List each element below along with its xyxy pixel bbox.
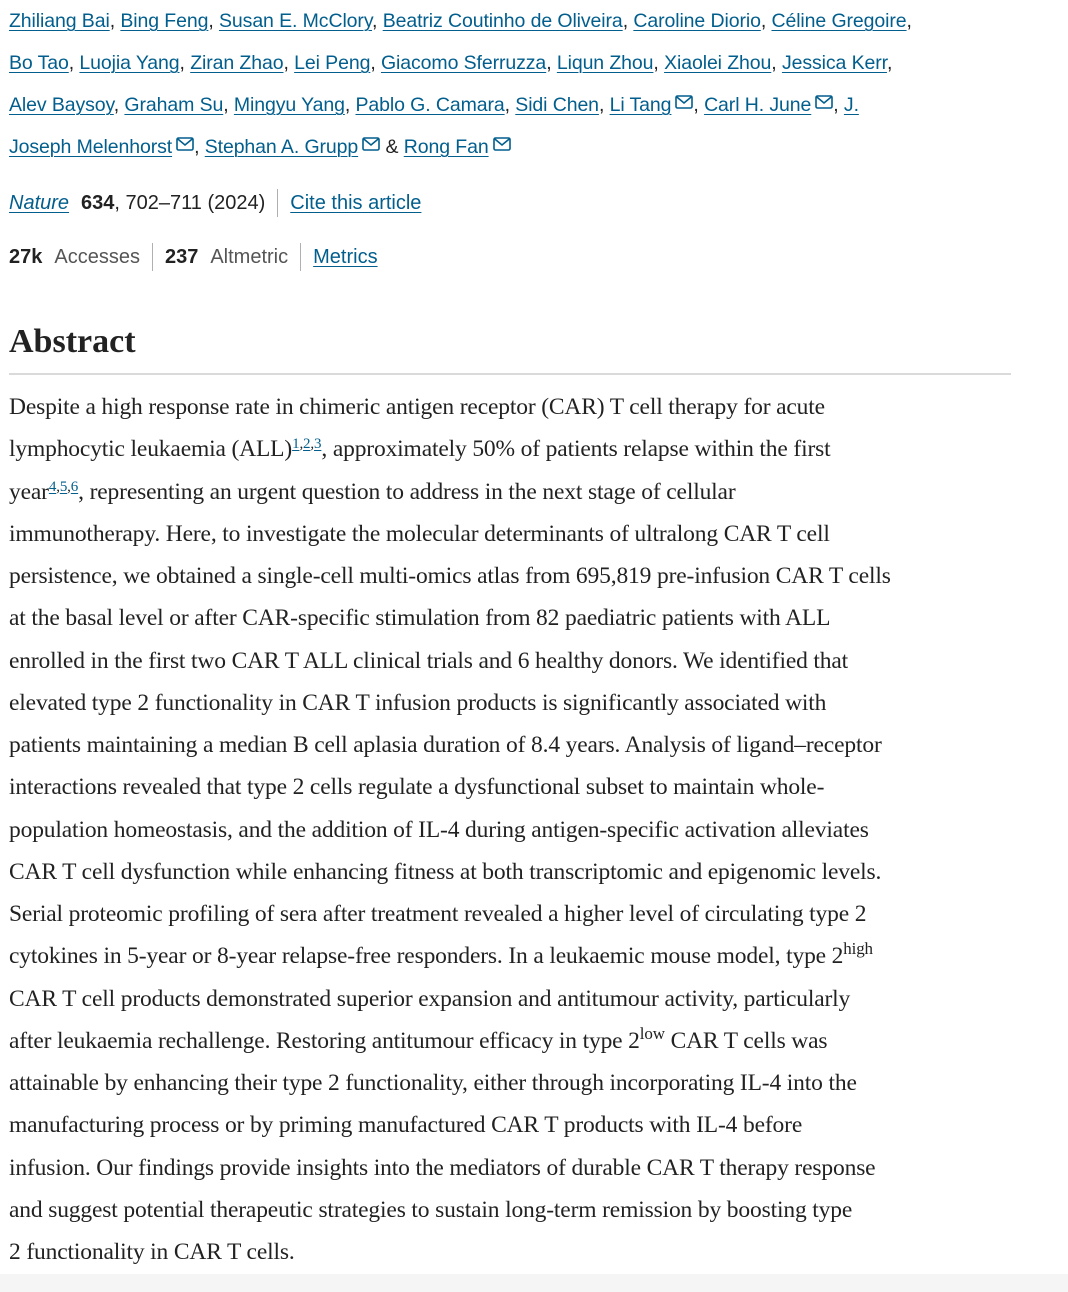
abstract-line: enrolled in the first two CAR T ALL clinical trials and 6 healthy donors. We identified that bbox=[9, 647, 849, 674]
abstract-line: immunotherapy. Here, to investigate the molecular determinants of ultralong CAR T cell bbox=[9, 520, 830, 547]
author-link[interactable]: Liqun Zhou bbox=[556, 52, 654, 74]
reference-link[interactable]: 5 bbox=[59, 478, 68, 495]
author-link[interactable]: Xiaolei Zhou bbox=[664, 52, 772, 74]
accesses-label: Accesses bbox=[54, 245, 140, 268]
reference-link[interactable]: 1 bbox=[292, 436, 300, 453]
accesses-count: 27k bbox=[9, 245, 43, 268]
author-link[interactable]: Beatriz Coutinho de Oliveira bbox=[382, 10, 623, 32]
author-link[interactable]: Lei Peng bbox=[294, 52, 371, 74]
author-link[interactable]: Mingyu Yang bbox=[233, 94, 345, 116]
author-line: Bo Tao, Luojia Yang, Ziran Zhao, Lei Peng, Giacomo Sferruzza, Liqun Zhou, Xiaolei Zhou, Jessica Kerr, bbox=[9, 52, 893, 74]
author-link[interactable]: Giacomo Sferruzza bbox=[380, 52, 547, 74]
cite-article-link[interactable]: Cite this article bbox=[290, 191, 422, 214]
author-link[interactable]: Zhiliang Bai bbox=[9, 10, 110, 32]
author-link[interactable]: Céline Gregoire bbox=[771, 10, 907, 32]
abstract-line: attainable by enhancing their type 2 functionality, either through incorporating IL-4 into the bbox=[9, 1070, 857, 1096]
abstract-line: persistence, we obtained a single-cell multi-omics atlas from 695,819 pre-infusion CAR T cells bbox=[9, 563, 891, 589]
author-link[interactable]: Bo Tao bbox=[9, 52, 69, 74]
reference-link[interactable]: 3 bbox=[314, 436, 322, 453]
abstract-line: manufacturing process or by priming manufactured CAR T products with IL-4 before bbox=[9, 1112, 803, 1139]
abstract-line: CAR T cell products demonstrated superior expansion and antitumour activity, particularly bbox=[9, 985, 851, 1012]
reference-group: 1,2,3 bbox=[292, 436, 322, 453]
author-link[interactable]: Jessica Kerr bbox=[781, 52, 887, 74]
author-link[interactable]: Pablo G. Camara bbox=[355, 94, 505, 116]
author-link[interactable]: Carl H. June bbox=[704, 94, 812, 116]
abstract-line: patients maintaining a median B cell aplasia duration of 8.4 years. Analysis of ligand–receptor bbox=[9, 732, 882, 758]
author-link[interactable]: Ziran Zhao bbox=[190, 52, 284, 74]
citation-row bbox=[9, 187, 421, 219]
abstract-line: infusion. Our findings provide insights into the mediators of durable CAR T therapy response bbox=[9, 1154, 876, 1181]
abstract-line: elevated type 2 functionality in CAR T infusion products is significantly associated with bbox=[9, 689, 827, 716]
author-link[interactable]: Stephan A. Grupp bbox=[204, 136, 359, 158]
abstract-line: Serial proteomic profiling of sera after treatment revealed a higher level of circulating type 2 bbox=[9, 901, 867, 927]
author-link[interactable]: Bing Feng bbox=[120, 10, 209, 32]
article-header bbox=[9, 0, 1011, 1265]
author-link[interactable]: Luojia Yang bbox=[79, 52, 180, 74]
metrics-row bbox=[9, 241, 378, 273]
author-line: Joseph Melenhorst , Stephan A. Grupp & Rong Fan bbox=[9, 126, 1011, 168]
divider bbox=[152, 243, 153, 271]
section-divider bbox=[9, 373, 1011, 375]
author-link[interactable]: J. bbox=[843, 94, 859, 116]
abstract-line: after leukaemia rechallenge. Restoring antitumour efficacy in type $2^{low}$ CAR T cells was bbox=[9, 1023, 828, 1054]
abstract-line: at the basal level or after CAR-specific stimulation from 82 paediatric patients with ALL bbox=[9, 605, 831, 632]
abstract-heading: Abstract bbox=[9, 323, 136, 360]
author-link[interactable]: Sidi Chen bbox=[515, 94, 599, 116]
reference-link[interactable]: 4 bbox=[48, 478, 57, 495]
author-link[interactable]: Caroline Diorio bbox=[633, 10, 761, 32]
author-link[interactable]: Li Tang bbox=[609, 94, 672, 116]
divider bbox=[300, 243, 301, 271]
mail-icon[interactable] bbox=[815, 95, 833, 109]
author-link[interactable]: Joseph Melenhorst bbox=[9, 136, 173, 158]
journal-link[interactable]: Nature bbox=[9, 191, 70, 214]
mail-icon[interactable] bbox=[176, 137, 194, 151]
superscript: low bbox=[639, 1023, 665, 1043]
abstract-line: 2 functionality in CAR T cells. bbox=[9, 1239, 295, 1265]
metrics-link[interactable]: Metrics bbox=[313, 245, 378, 268]
abstract-line: Despite a high response rate in chimeric antigen receptor (CAR) T cell therapy for acute bbox=[9, 394, 825, 420]
superscript: high bbox=[843, 939, 873, 959]
abstract-line: lymphocytic leukaemia (ALL)$^{1,2,3}$, approximately 50% of patients relapse within the first bbox=[9, 436, 831, 463]
abstract-line: cytokines in 5-year or 8-year relapse-free responders. In a leukaemic mouse model, type $2^{high}$ bbox=[9, 939, 873, 970]
author-link[interactable]: Susan E. McClory bbox=[219, 10, 373, 32]
abstract-line: population homeostasis, and the addition of IL-4 during antigen-specific activation alleviates bbox=[9, 816, 869, 843]
author-line: Zhiliang Bai, Bing Feng, Susan E. McClory, Beatriz Coutinho de Oliveira, Caroline Diorio, Céline Gregoire, bbox=[9, 10, 912, 32]
mail-icon[interactable] bbox=[493, 137, 511, 151]
author-list bbox=[9, 0, 1011, 168]
pages-year: , 702–711 (2024) bbox=[114, 191, 266, 214]
volume-number: 634 bbox=[81, 191, 115, 214]
page-footer-shade bbox=[0, 1274, 1068, 1292]
altmetric-count: 237 bbox=[164, 245, 199, 268]
reference-group: 4,5,6 bbox=[48, 478, 79, 495]
abstract-line: and suggest potential therapeutic strategies to sustain long-term remission by boosting type bbox=[9, 1196, 853, 1223]
abstract-line: year$^{4,5,6}$, representing an urgent question to address in the next stage of cellular bbox=[9, 478, 736, 505]
author-link[interactable]: Rong Fan bbox=[403, 136, 489, 158]
author-line: Alev Baysoy, Graham Su, Mingyu Yang, Pablo G. Camara, Sidi Chen, Li Tang , Carl H. June , J. bbox=[9, 94, 859, 116]
mail-icon[interactable] bbox=[675, 95, 693, 109]
abstract-text bbox=[9, 386, 1011, 1273]
reference-link[interactable]: 6 bbox=[70, 478, 79, 495]
abstract-line: CAR T cell dysfunction while enhancing fitness at both transcriptomic and epigenomic levels. bbox=[9, 858, 882, 885]
reference-link[interactable]: 2 bbox=[303, 436, 311, 453]
author-link[interactable]: Alev Baysoy bbox=[9, 94, 114, 116]
divider bbox=[277, 189, 278, 217]
abstract-line: interactions revealed that type 2 cells regulate a dysfunctional subset to maintain whole- bbox=[9, 774, 825, 801]
author-link[interactable]: Graham Su bbox=[124, 94, 224, 116]
mail-icon[interactable] bbox=[362, 137, 380, 151]
altmetric-label: Altmetric bbox=[210, 245, 289, 268]
